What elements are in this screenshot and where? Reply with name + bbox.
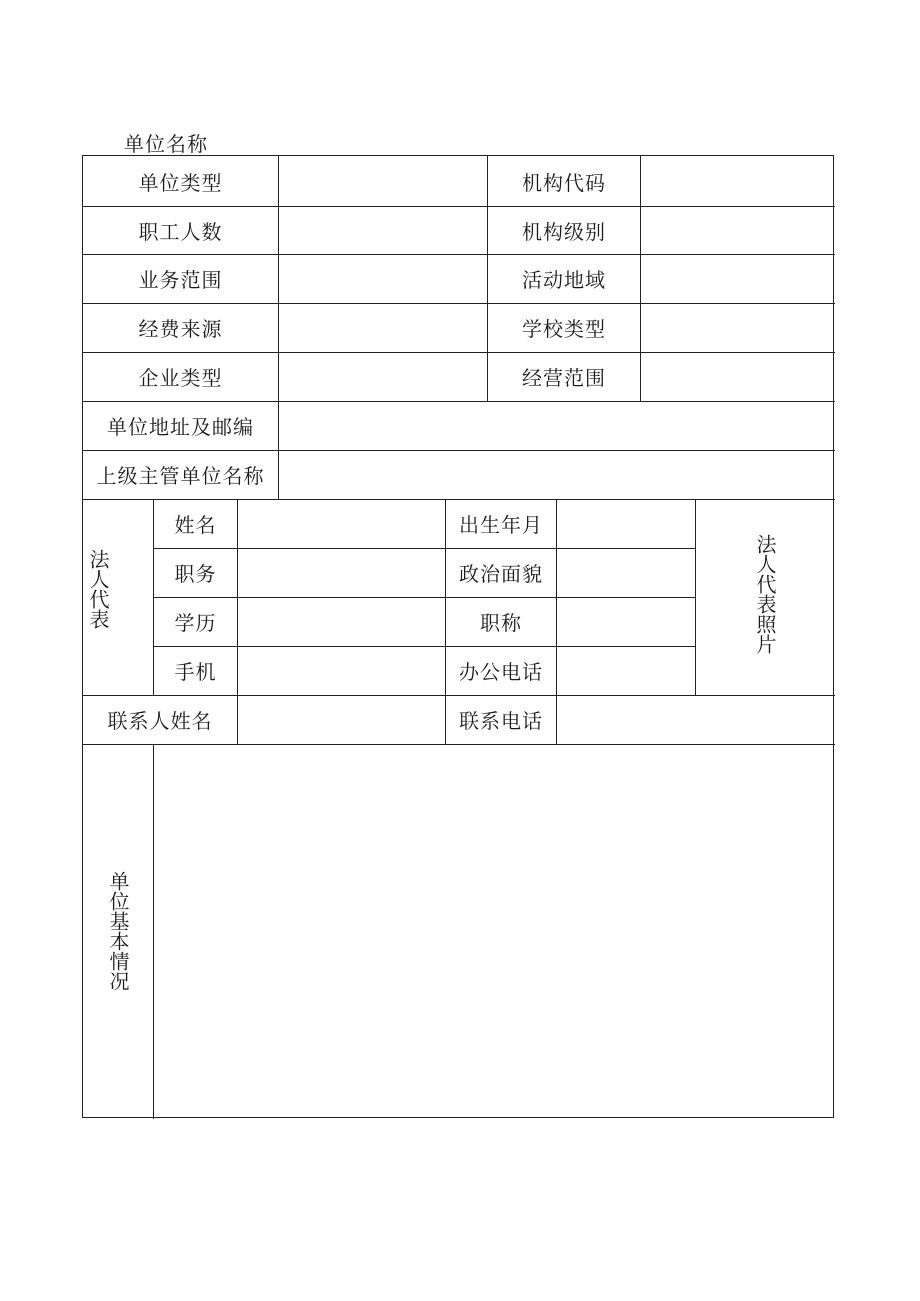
rep-education-label: 学历 [174, 611, 217, 635]
legal-rep-group-label [83, 499, 113, 695]
rep-title-label: 职称 [480, 611, 522, 635]
enterprise-type-label: 企业类型 [138, 366, 223, 390]
contact-name-label: 联系人姓名 [107, 709, 213, 733]
staff-count-field[interactable] [279, 206, 487, 254]
business-scope-label: 业务范围 [138, 268, 223, 292]
operating-scope-label: 经营范围 [522, 366, 606, 390]
rep-photo-label: 法人代表照片 [753, 534, 777, 654]
basic-info-label [83, 744, 153, 1118]
org-level-field[interactable] [641, 206, 834, 254]
unit-type-field[interactable] [279, 156, 487, 206]
school-type-field[interactable] [641, 303, 834, 352]
contact-phone-field[interactable] [557, 695, 834, 744]
activity-area-label: 活动地域 [522, 268, 606, 292]
staff-count-label: 职工人数 [138, 219, 223, 244]
address-postcode-field[interactable] [279, 401, 834, 450]
rep-photo-box[interactable] [696, 499, 834, 695]
rep-office-phone-label: 办公电话 [459, 660, 543, 684]
rep-mobile-label: 手机 [174, 660, 217, 684]
registration-form-table [82, 155, 834, 1118]
rep-mobile-field[interactable] [238, 646, 445, 695]
rep-name-field[interactable] [238, 499, 445, 548]
unit-type-label: 单位类型 [138, 170, 223, 195]
enterprise-type-field[interactable] [279, 352, 487, 401]
supervisor-unit-field[interactable] [279, 450, 834, 499]
rep-office-phone-field[interactable] [557, 646, 695, 695]
address-postcode-label: 单位地址及邮编 [107, 415, 254, 439]
funding-source-field[interactable] [279, 303, 487, 352]
rep-political-label: 政治面貌 [459, 562, 543, 586]
business-scope-field[interactable] [279, 254, 487, 303]
basic-info-text: 单位基本情况 [106, 871, 130, 991]
org-code-field[interactable] [641, 156, 834, 206]
rep-position-field[interactable] [238, 548, 445, 597]
rep-political-field[interactable] [557, 548, 695, 597]
rep-position-label: 职务 [174, 562, 217, 586]
operating-scope-field[interactable] [641, 352, 834, 401]
rep-title-field[interactable] [557, 597, 695, 646]
contact-phone-label: 联系电话 [459, 709, 543, 733]
form-caption: 单位名称 [124, 132, 208, 156]
funding-source-label: 经费来源 [138, 317, 223, 341]
supervisor-unit-label: 上级主管单位名称 [96, 464, 265, 488]
org-code-label: 机构代码 [522, 170, 606, 195]
rep-birth-field[interactable] [557, 499, 695, 548]
rep-education-field[interactable] [238, 597, 445, 646]
activity-area-field[interactable] [641, 254, 834, 303]
legal-rep-group-text: 法人代表 [86, 549, 110, 629]
basic-info-field[interactable] [154, 744, 834, 1118]
school-type-label: 学校类型 [522, 317, 606, 341]
org-level-label: 机构级别 [522, 219, 606, 244]
rep-birth-label: 出生年月 [459, 513, 543, 537]
contact-name-field[interactable] [238, 695, 445, 744]
rep-name-label: 姓名 [174, 513, 217, 537]
